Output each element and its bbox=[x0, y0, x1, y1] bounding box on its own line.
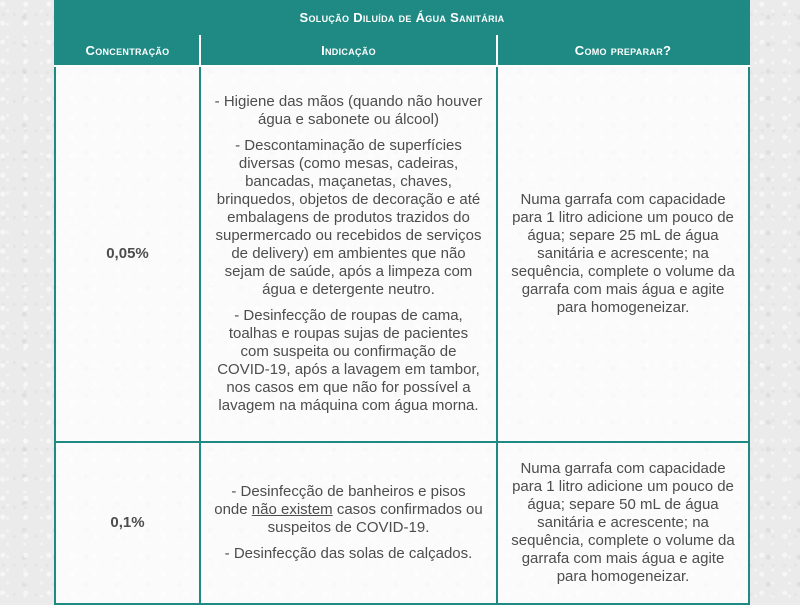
preparation-cell bbox=[497, 66, 749, 442]
preparation-text: Numa garrafa com capacidade para 1 litro adicione um pouco de água; separe 25 mL de água sanitária e acrescente; na sequência, complete o volume da garrafa com mais água e agite para homogeneizar. bbox=[511, 191, 735, 316]
indication-item: - Desinfecção das solas de calçados. bbox=[224, 545, 473, 562]
header-indication: Indicação bbox=[200, 34, 497, 66]
concentration-cell: 0,05% bbox=[55, 66, 200, 442]
table-title: Solução Diluída de Água Sanitária bbox=[55, 1, 749, 34]
table-row bbox=[55, 442, 749, 604]
header-concentration: Concentração bbox=[55, 34, 200, 66]
concentration-cell: 0,1% bbox=[55, 442, 200, 604]
indication-cell bbox=[200, 442, 497, 604]
indication-item bbox=[213, 483, 484, 537]
indication-item: - Desinfecção de roupas de cama, toalhas e roupas sujas de pacientes com suspeita ou confirmação de COVID-19, após a lavagem em tambor, nos casos em que não for possível a lavagem na máquina com água morna. bbox=[217, 307, 480, 414]
indication-text: casos confirmados ou suspeitos de COVID-19. bbox=[267, 501, 483, 536]
header-how-to-prepare: Como preparar? bbox=[497, 34, 749, 66]
indication-emphasis: não existem bbox=[251, 501, 333, 518]
preparation-cell bbox=[497, 442, 749, 604]
indication-item: - Higiene das mãos (quando não houver água e sabonete ou álcool) bbox=[214, 93, 483, 128]
indication-item: - Descontaminação de superfícies diversas (como mesas, cadeiras, bancadas, maçanetas, chaves, brinquedos, objetos de decoração e até embalagens de produtos trazidos do supermercado ou recebidos de serviços de delivery) em ambientes que não sejam de saúde, após a limpeza com água e detergente neutro. bbox=[215, 137, 482, 298]
preparation-text: Numa garrafa com capacidade para 1 litro adicione um pouco de água; separe 50 mL de água sanitária e acrescente; na sequência, complete o volume da garrafa com mais água e agite para homogeneizar. bbox=[511, 460, 735, 585]
table-row bbox=[55, 66, 749, 442]
bleach-dilution-table-container bbox=[54, 0, 748, 600]
indication-text: - Desinfecção de banheiros e pisos onde bbox=[214, 483, 466, 518]
indication-cell bbox=[200, 66, 497, 442]
bleach-dilution-table bbox=[54, 0, 750, 605]
